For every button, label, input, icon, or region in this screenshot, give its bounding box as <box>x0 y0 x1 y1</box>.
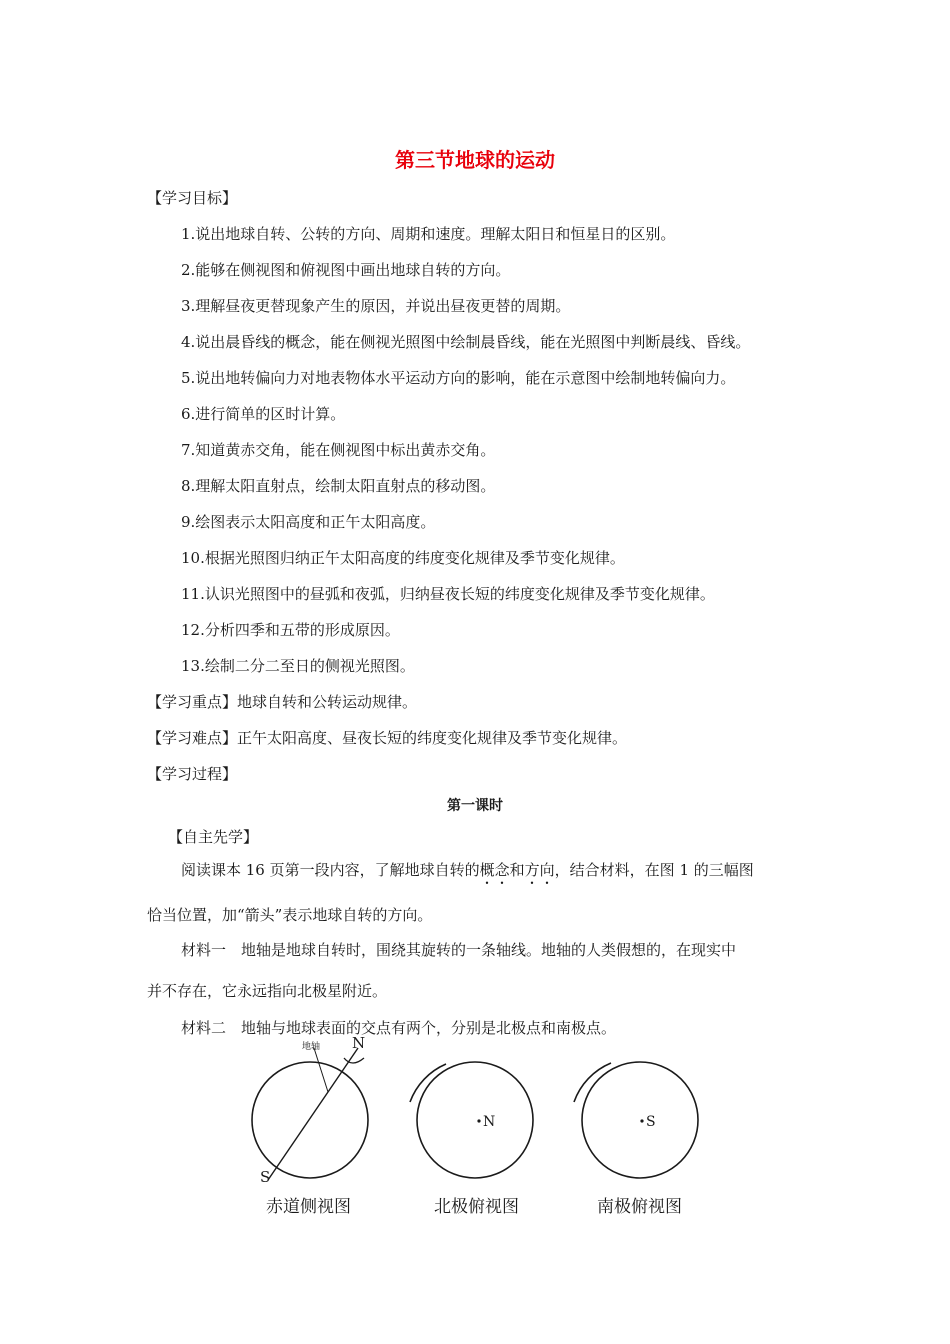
reading-instruction <box>181 860 754 888</box>
south-polar-view-diagram <box>574 1062 698 1178</box>
south-pole-dot <box>640 1119 643 1122</box>
reading-text-3: ，结合材料，在图 1 的三幅图 <box>554 861 754 879</box>
objective-9: 9.绘图表示太阳高度和正午太阳高度。 <box>181 513 436 531</box>
material-2: 材料二 地轴与地球表面的交点有两个，分别是北极点和南极点。 <box>181 1019 617 1037</box>
caption-north-view: 北极俯视图 <box>434 1197 519 1217</box>
south-pole-dot-label: S <box>646 1114 656 1130</box>
caption-equator-view: 赤道侧视图 <box>266 1197 351 1217</box>
key-point: 【学习重点】地球自转和公转运动规律。 <box>147 693 418 711</box>
axis-pointer-line <box>314 1048 328 1092</box>
objective-7: 7.知道黄赤交角，能在侧视图中标出黄赤交角。 <box>181 441 496 459</box>
reading-text-2: 和 <box>509 861 525 879</box>
material-1-line2: 并不存在，它永远指向北极星附近。 <box>147 982 388 1000</box>
difficulty: 【学习难点】正午太阳高度、昼夜长短的纬度变化规律及季节变化规律。 <box>147 729 628 747</box>
south-pole-label: S <box>260 1168 271 1184</box>
objective-8: 8.理解太阳直射点，绘制太阳直射点的移动图。 <box>181 477 496 495</box>
lesson-title: 第一课时 <box>447 798 503 814</box>
objective-3: 3.理解昼夜更替现象产生的原因，并说出昼夜更替的周期。 <box>181 297 571 315</box>
reading-text-1: 阅读课本 16 页第一段内容，了解地球自转的 <box>181 861 480 879</box>
north-polar-view-diagram <box>410 1062 533 1178</box>
north-arc-icon <box>410 1064 446 1102</box>
north-pole-dot-label: N <box>483 1114 496 1130</box>
material-1-line1: 材料一 地轴是地球自转时，围绕其旋转的一条轴线。地轴的人类假想的，在现实中 <box>181 941 737 959</box>
objective-12: 12.分析四季和五带的形成原因。 <box>181 621 400 639</box>
objectives-heading: 【学习目标】 <box>147 189 238 207</box>
objective-11: 11.认识光照图中的昼弧和夜弧，归纳昼夜长短的纬度变化规律及季节变化规律。 <box>181 585 715 603</box>
objective-2: 2.能够在侧视图和俯视图中画出地球自转的方向。 <box>181 261 511 279</box>
emphasis-direction: 方向 <box>524 861 555 879</box>
south-arc-icon <box>574 1063 611 1102</box>
objective-10: 10.根据光照图归纳正午太阳高度的纬度变化规律及季节变化规律。 <box>181 549 625 567</box>
objective-5: 5.说出地转偏向力对地表物体水平运动方向的影响，能在示意图中绘制地转偏向力。 <box>181 369 736 387</box>
equator-side-view-diagram <box>252 1034 368 1184</box>
page-title: 第三节地球的运动 <box>395 148 555 172</box>
process-heading: 【学习过程】 <box>147 765 238 783</box>
objective-4: 4.说出晨昏线的概念，能在侧视光照图中绘制晨昏线，能在光照图中判断晨线、昏线。 <box>181 333 751 351</box>
objective-1: 1.说出地球自转、公转的方向、周期和速度。理解太阳日和恒星日的区别。 <box>181 225 676 243</box>
earth-rotation-figure <box>240 1034 710 1224</box>
reading-instruction-line2: 恰当位置，加“箭头”表示地球自转的方向。 <box>147 906 433 924</box>
objective-6: 6.进行简单的区时计算。 <box>181 405 346 423</box>
earth-axis-line <box>268 1048 358 1180</box>
emphasis-concept: 概念 <box>479 861 510 879</box>
rotation-arc-icon <box>344 1058 364 1063</box>
caption-south-view: 南极俯视图 <box>597 1197 682 1217</box>
north-pole-dot <box>477 1119 480 1122</box>
north-pole-label: N <box>352 1034 366 1052</box>
objective-13: 13.绘制二分二至日的侧视光照图。 <box>181 657 415 675</box>
self-study-heading: 【自主先学】 <box>168 828 259 846</box>
axis-label: 地轴 <box>302 1042 321 1052</box>
